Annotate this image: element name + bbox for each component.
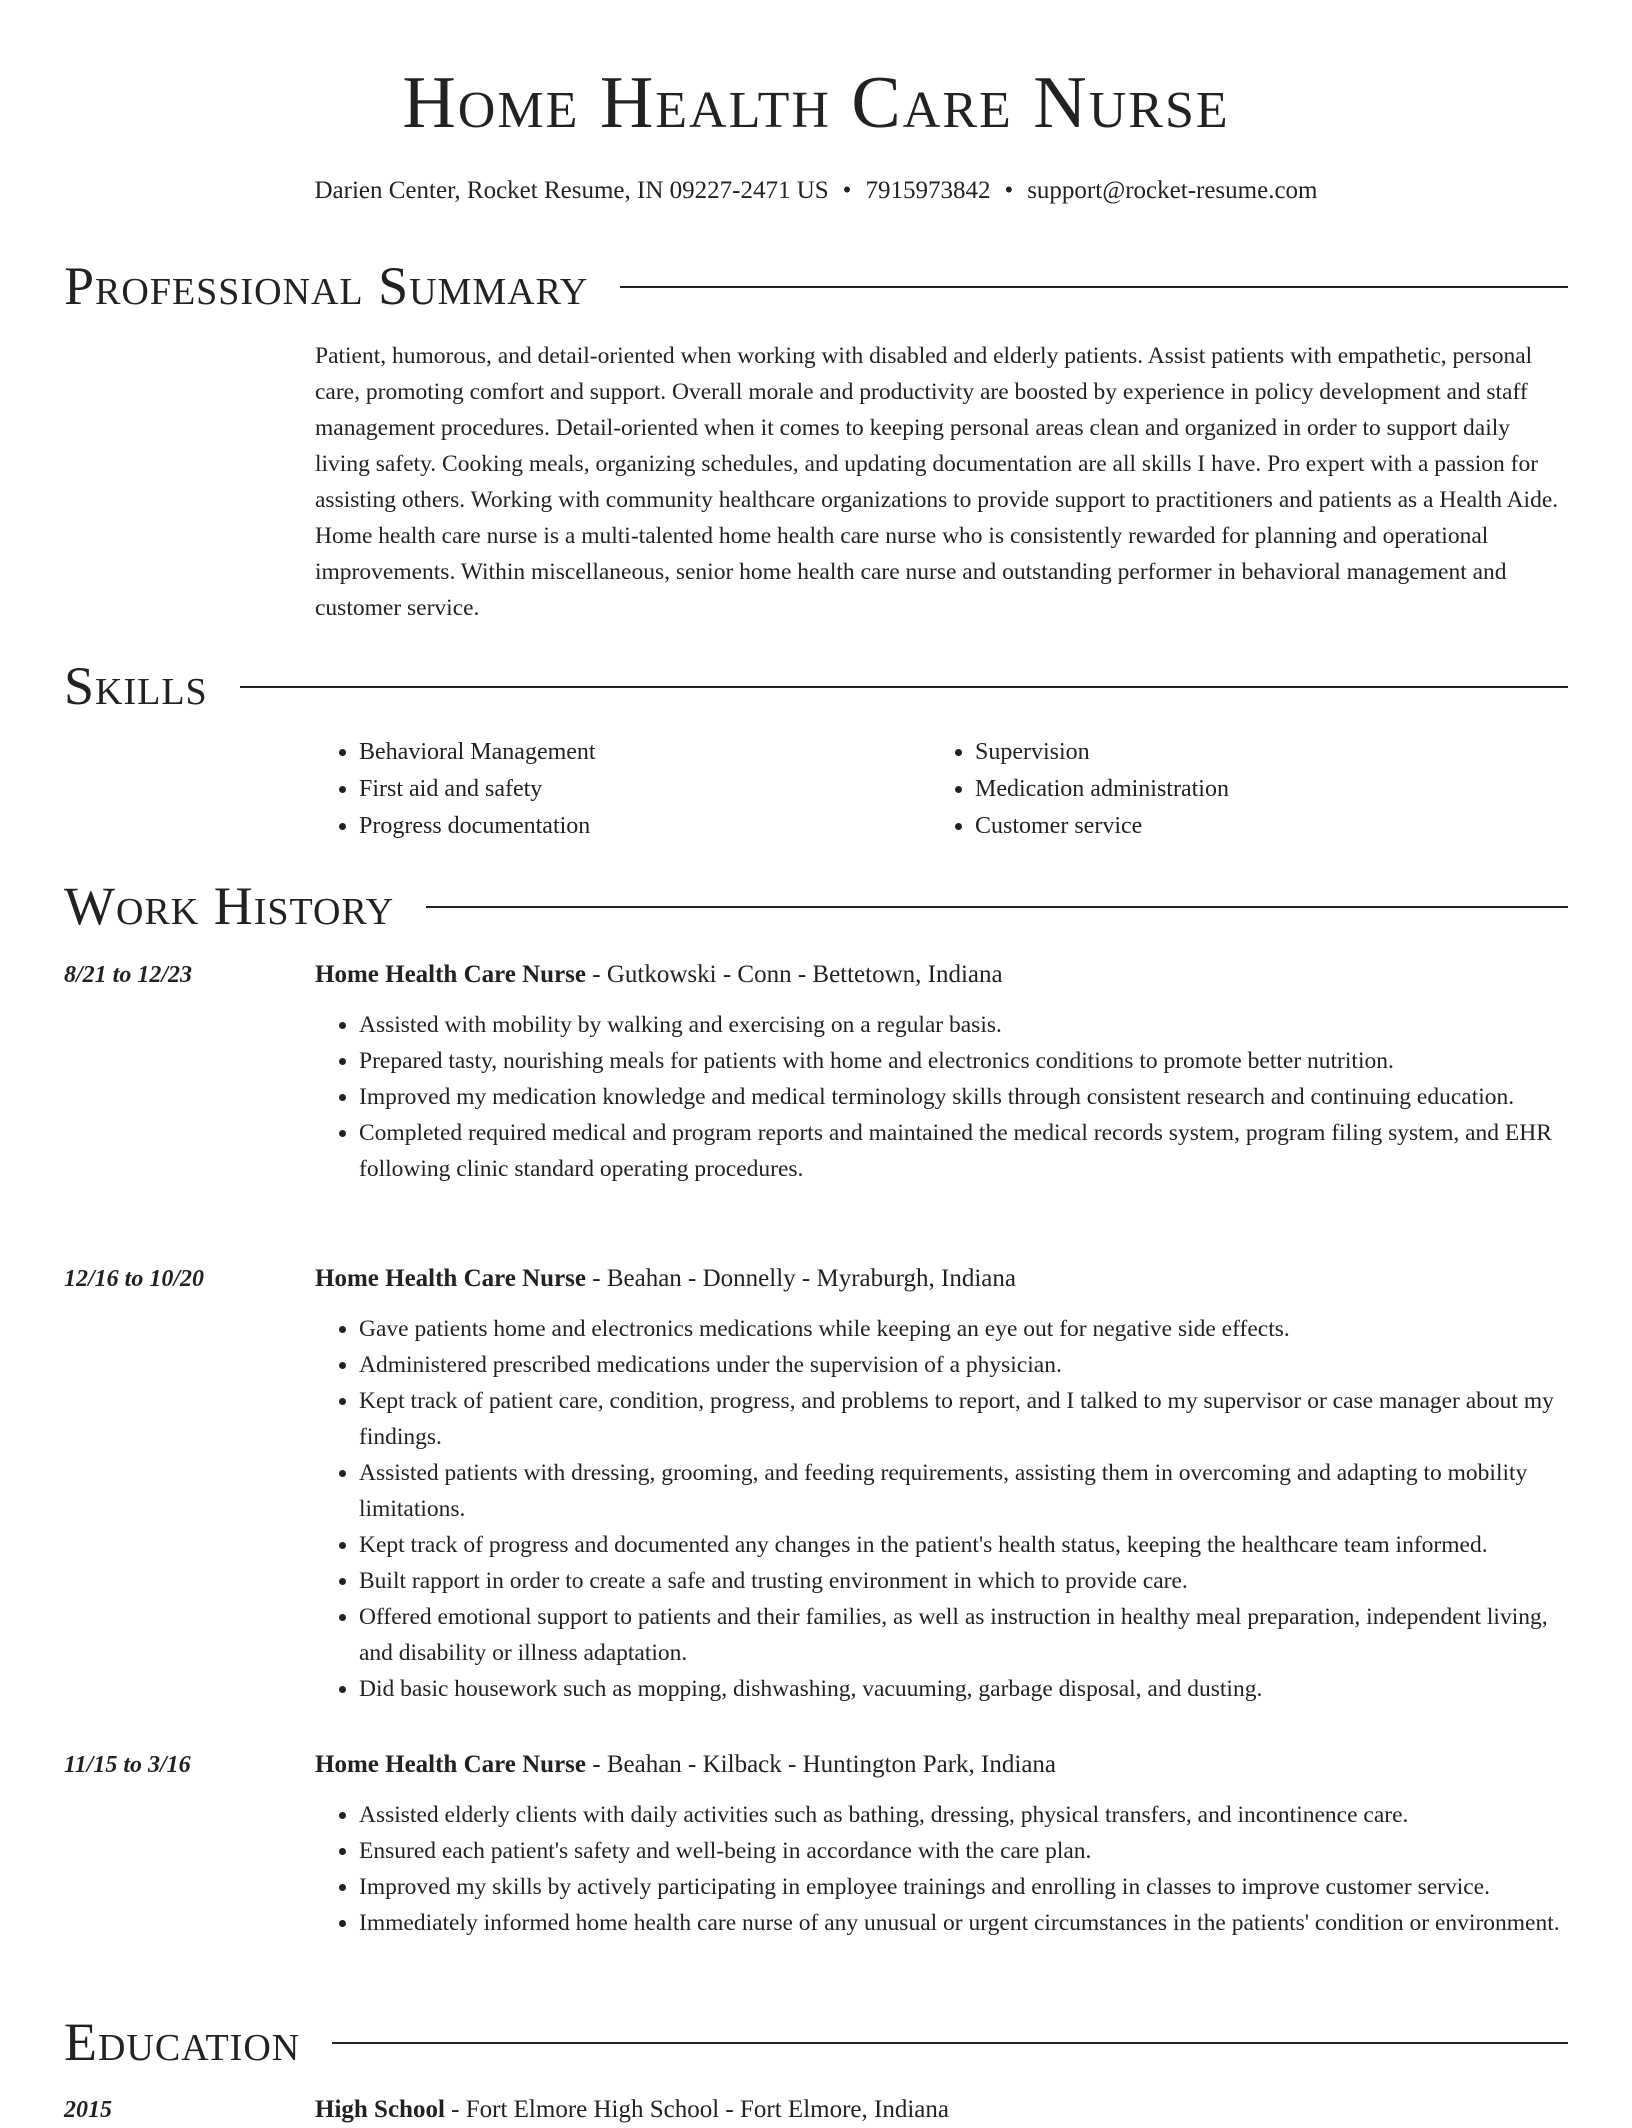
job-dates: 8/21 to 12/23	[64, 962, 193, 988]
job-heading	[315, 957, 1567, 993]
skill-item: • Supervision	[975, 734, 1547, 771]
job-duty: • Improved my medication knowledge and medical terminology skills through consistent research and continuing education.	[359, 1079, 1567, 1115]
job-duties	[315, 1797, 1567, 1941]
job-duty: • Assisted with mobility by walking and exercising on a regular basis.	[359, 1007, 1567, 1043]
skill-item: • Behavioral Management	[359, 734, 931, 771]
contact-phone: 7915973842	[865, 177, 991, 204]
section-header-education	[64, 2010, 1568, 2074]
job-duty: • Improved my skills by actively participating in employee trainings and enrolling in classes to improve customer service.	[359, 1869, 1567, 1905]
job-duty: • Ensured each patient's safety and well-being in accordance with the care plan.	[359, 1833, 1567, 1869]
job-duty: • Completed required medical and program reports and maintained the medical records system, program filing system, and EHR following clinic standard operating procedures.	[359, 1115, 1567, 1187]
job-heading	[315, 1261, 1567, 1297]
education-school: - Fort Elmore High School - Fort Elmore, Indiana	[444, 2096, 949, 2123]
skills-column-left	[315, 734, 931, 845]
contact-separator: •	[1004, 177, 1014, 204]
job-dates: 12/16 to 10/20	[64, 1266, 205, 1292]
skill-item: • Medication administration	[975, 771, 1547, 808]
job-employer: - Gutkowski - Conn - Bettetown, Indiana	[586, 961, 1003, 988]
skill-item: • Customer service	[975, 808, 1547, 845]
section-title-skills: Skills	[64, 656, 208, 716]
skills-list	[315, 734, 1567, 845]
job-title: Home Health Care Nurse	[315, 1265, 587, 1292]
job-title: Home Health Care Nurse	[315, 1751, 587, 1778]
section-title-summary: Professional Summary	[64, 256, 589, 316]
job-duty: • Kept track of patient care, condition, progress, and problems to report, and I talked to my supervisor or case manager about my findings.	[359, 1383, 1567, 1455]
job-duty: • Gave patients home and electronics medications while keeping an eye out for negative side effects.	[359, 1311, 1567, 1347]
education-year: 2015	[64, 2097, 112, 2123]
section-divider	[426, 906, 1568, 908]
education-heading	[315, 2092, 1567, 2128]
job-duty: • Kept track of progress and documented any changes in the patient's health status, keeping the healthcare team informed.	[359, 1527, 1567, 1563]
job-title: Home Health Care Nurse	[315, 961, 587, 988]
section-header-summary	[64, 254, 1568, 318]
section-title-work: Work History	[64, 876, 395, 936]
job-employer: - Beahan - Donnelly - Myraburgh, Indiana	[586, 1265, 1016, 1292]
contact-address: Darien Center, Rocket Resume, IN 09227-2471 US	[314, 177, 829, 204]
section-header-skills	[64, 654, 1568, 718]
job-duty: • Assisted elderly clients with daily activities such as bathing, dressing, physical transfers, and incontinence care.	[359, 1797, 1567, 1833]
job-heading	[315, 1747, 1567, 1783]
summary-text: Patient, humorous, and detail-oriented when working with disabled and elderly patients. Assist patients with empathetic, personal care, promoting comfort and support. Overall morale and productivity are boosted by experience in policy development and staff management procedures. Detail-oriented when it comes to keeping personal areas clean and organized in order to support daily living safety. Cooking meals, organizing schedules, and updating documentation are all skills I have. Pro expert with a passion for assisting others. Working with community healthcare organizations to provide support to practitioners and patients as a Health Aide. Home health care nurse is a multi-talented home health care nurse who is consistently rewarded for planning and operational improvements. Within miscellaneous, senior home health care nurse and outstanding performer in behavioral management and customer service.	[315, 343, 1559, 621]
job-duty: • Built rapport in order to create a safe and trusting environment in which to provide care.	[359, 1563, 1567, 1599]
section-title-education: Education	[64, 2012, 301, 2072]
job-duty: • Immediately informed home health care nurse of any unusual or urgent circumstances in the patients' condition or environment.	[359, 1905, 1567, 1941]
job-duty: • Assisted patients with dressing, grooming, and feeding requirements, assisting them in overcoming and adapting to mobility limitations.	[359, 1455, 1567, 1527]
job-employer: - Beahan - Kilback - Huntington Park, Indiana	[586, 1751, 1057, 1778]
section-divider	[240, 686, 1568, 688]
contact-line	[0, 174, 1632, 208]
section-divider	[620, 286, 1568, 288]
job-duty: • Offered emotional support to patients and their families, as well as instruction in healthy meal preparation, independent living, and disability or illness adaptation.	[359, 1599, 1567, 1671]
contact-separator: •	[842, 177, 852, 204]
resume-title: Home Health Care Nurse	[402, 62, 1230, 144]
contact-email[interactable]: support@rocket-resume.com	[1027, 177, 1318, 204]
skill-item: • First aid and safety	[359, 771, 931, 808]
section-header-work	[64, 874, 1568, 938]
job-duties	[315, 1007, 1567, 1187]
job-dates: 11/15 to 3/16	[64, 1752, 191, 1778]
job-duty: • Administered prescribed medications under the supervision of a physician.	[359, 1347, 1567, 1383]
skills-column-right	[931, 734, 1547, 845]
skill-item: • Progress documentation	[359, 808, 931, 845]
job-duty: • Prepared tasty, nourishing meals for patients with home and electronics conditions to promote better nutrition.	[359, 1043, 1567, 1079]
job-duty: • Did basic housework such as mopping, dishwashing, vacuuming, garbage disposal, and dusting.	[359, 1671, 1567, 1707]
job-duties	[315, 1311, 1567, 1707]
education-degree: High School	[315, 2096, 445, 2123]
section-divider	[332, 2042, 1568, 2044]
